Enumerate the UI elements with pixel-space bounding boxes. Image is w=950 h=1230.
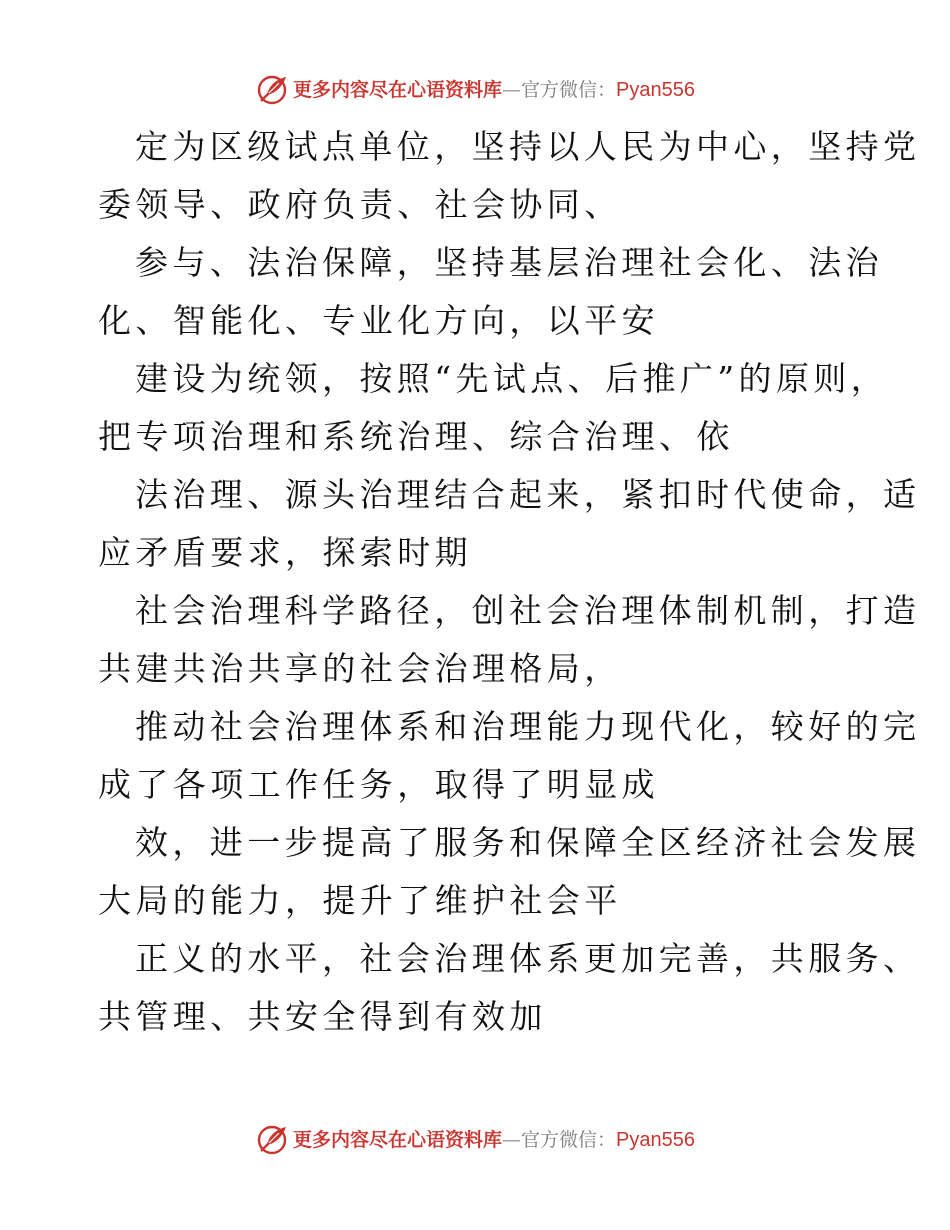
quill-pen-logo-icon — [255, 73, 289, 107]
body-line: 正义的水平，社会治理体系更加完善，共服务、 — [135, 939, 921, 978]
quill-pen-logo-icon — [255, 1123, 289, 1157]
body-line: 委领导、政府负责、社会协同、 — [98, 185, 622, 224]
watermark-brand-text: 更多内容尽在心语资料库 — [293, 78, 503, 101]
body-line: 推动社会治理体系和治理能力现代化，较好的完 — [135, 707, 921, 746]
body-line: 共管理、共安全得到有效加 — [98, 997, 547, 1036]
body-line: 共建共治共享的社会治理格局， — [98, 649, 622, 688]
body-line: 化、智能化、专业化方向，以平安 — [98, 301, 659, 340]
watermark-wechat-id: Pyan556 — [616, 1129, 695, 1151]
body-line: 社会治理科学路径，创社会治理体制机制，打造 — [135, 591, 921, 630]
body-line: 大局的能力，提升了维护社会平 — [98, 881, 622, 920]
watermark-dash: — — [502, 78, 522, 101]
body-line: 建设为统领，按照“先试点、后推广”的原则， — [135, 359, 889, 398]
footer-watermark — [0, 1120, 950, 1160]
watermark-wechat-label: 官方微信： — [521, 1128, 617, 1151]
body-line: 应矛盾要求，探索时期 — [98, 533, 472, 572]
body-line: 效，进一步提高了服务和保障全区经济社会发展 — [135, 823, 921, 862]
watermark-wechat-id: Pyan556 — [616, 79, 695, 101]
body-line: 把专项治理和系统治理、综合治理、依 — [98, 417, 734, 456]
header-watermark — [0, 70, 950, 110]
body-line: 定为区级试点单位，坚持以人民为中心，坚持党 — [135, 127, 921, 166]
watermark-brand-text: 更多内容尽在心语资料库 — [293, 1128, 503, 1151]
body-line: 成了各项工作任务，取得了明显成 — [98, 765, 659, 804]
body-line: 参与、法治保障，坚持基层治理社会化、法治 — [135, 243, 883, 282]
watermark-dash: — — [502, 1128, 522, 1151]
document-body — [98, 118, 921, 1046]
watermark-wechat-label: 官方微信： — [521, 78, 617, 101]
body-line: 法治理、源头治理结合起来，紧扣时代使命，适 — [135, 475, 921, 514]
